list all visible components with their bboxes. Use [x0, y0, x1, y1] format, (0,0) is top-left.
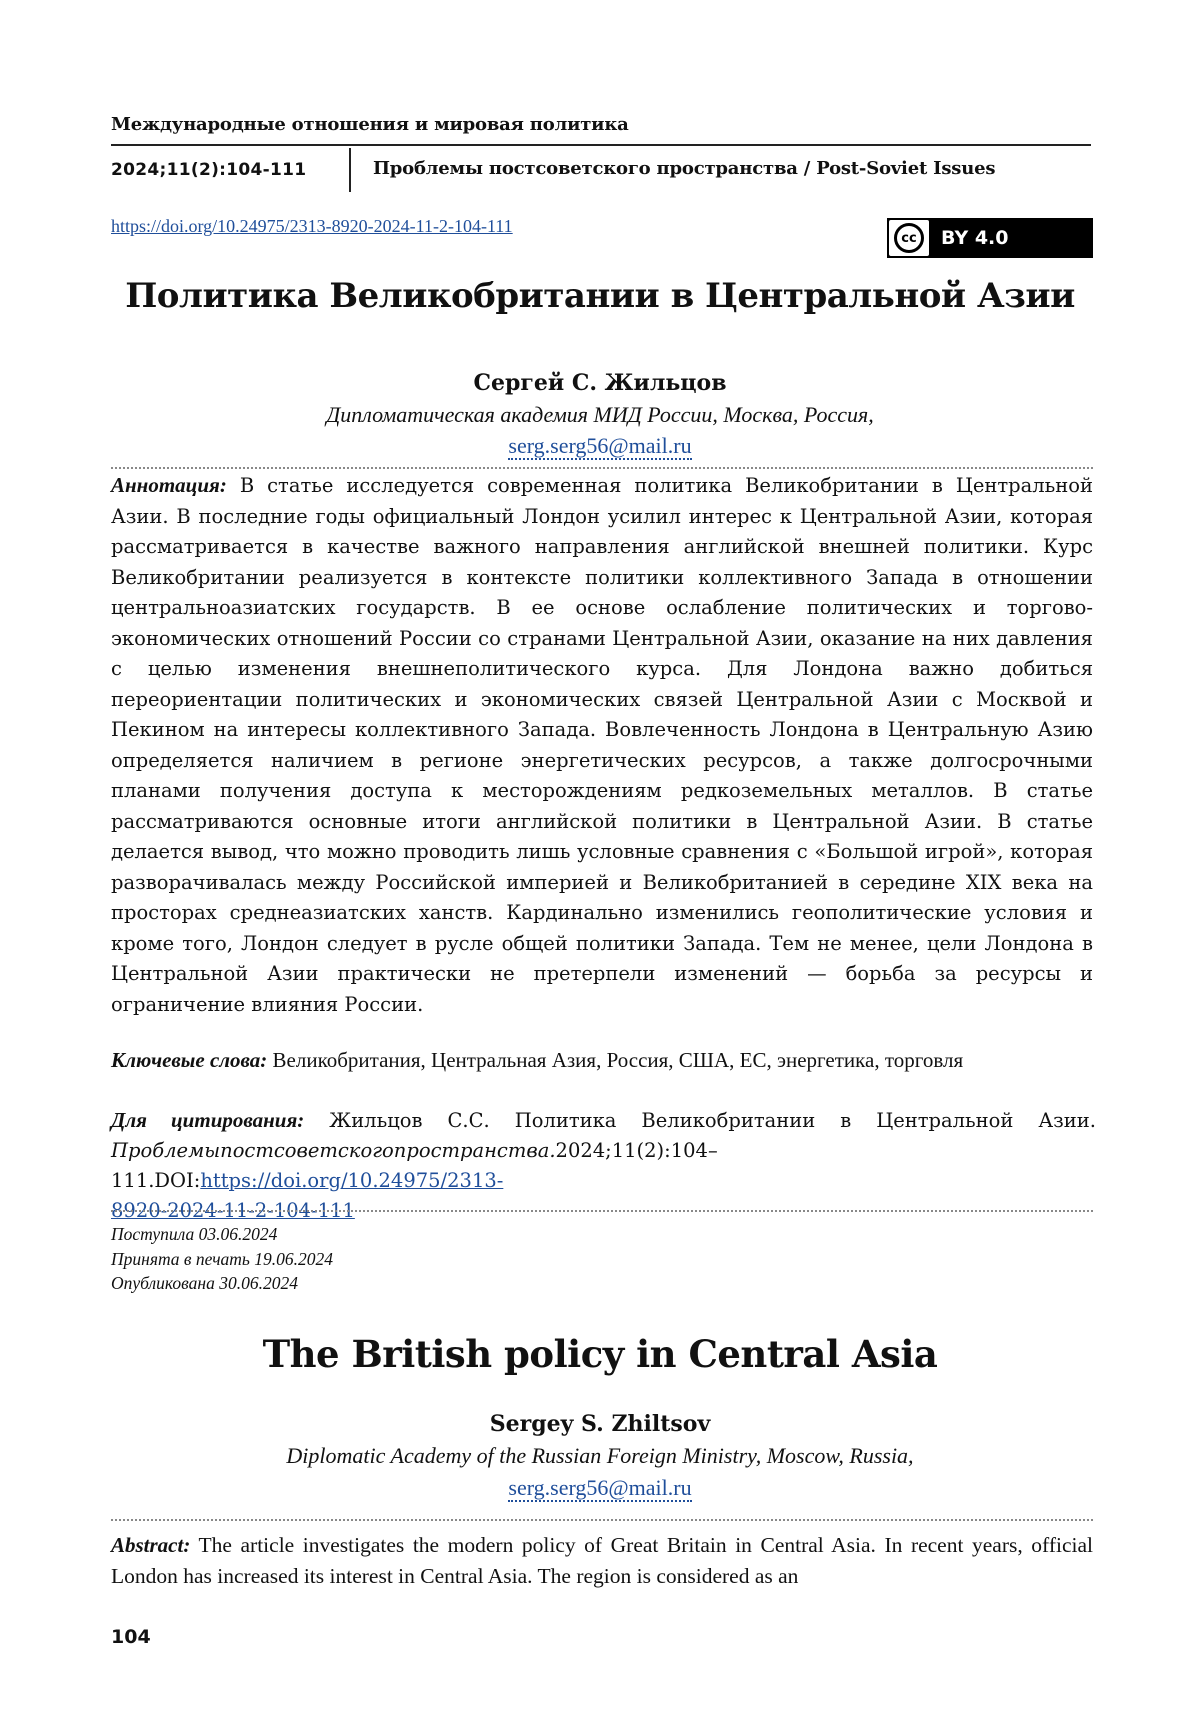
keywords — [111, 1048, 1093, 1073]
doi-link[interactable]: https://doi.org/10.24975/2313-8920-2024-11-2-104-111 — [111, 216, 513, 237]
published-date: Опубликована 30.06.2024 — [111, 1271, 333, 1296]
email-link[interactable]: serg.serg56@mail.ru — [508, 433, 691, 460]
dotted-divider — [111, 1519, 1093, 1521]
keywords-text: Великобритания, Центральная Азия, Россия, США, ЕС, энергетика, торговля — [273, 1048, 964, 1072]
publication-dates — [111, 1222, 333, 1296]
citation-text: Жильцов С.С. Политика Великобритании в Центральной Азии. — [329, 1109, 1096, 1132]
header-rule — [111, 144, 1091, 146]
citation-journal: Проблемыпостсоветскогопространства. — [111, 1139, 556, 1162]
page-number: 104 — [111, 1626, 151, 1648]
abstract-en — [111, 1530, 1093, 1592]
citation-doi-link-cont[interactable]: 8920-2024-11-2-104-111 — [111, 1199, 355, 1222]
article-title-en: The British policy in Central Asia — [0, 1332, 1200, 1376]
email-link[interactable]: serg.serg56@mail.ru — [508, 1475, 691, 1502]
abstract-text-en: The article investigates the modern policy of Great Britain in Central Asia. In recent years, official London has increased its interest in Central Asia. The region is considered as an — [111, 1533, 1093, 1588]
affiliation-ru: Дипломатическая академия МИД России, Москва, Россия, — [0, 402, 1200, 428]
article-title-ru: Политика Великобритании в Центральной Азии — [0, 276, 1200, 316]
dotted-divider — [111, 467, 1093, 469]
section-title: Международные отношения и мировая политика — [111, 114, 629, 135]
abstract-text: В статье исследуется современная политика Великобритании в Центральной Азии. В последние годы официальный Лондон усилил интерес к Центральной Азии, которая рассматривается в качестве важного направления английской внешней политики. Курс Великобритании реализуется в контексте политики коллективного Запада в отношении центральноазиатских государств. В ее основе ослабление политических и торгово-экономических отношений России со странами Центральной Азии, оказание на них давления с целью изменения внешнеполитического курса. Для Лондона важно добиться переориентации политических и экономических связей Центральной Азии с Москвой и Пекином на интересы коллективного Запада. Вовлеченность Лондона в Центральную Азию определяется наличием в регионе энергетических ресурсов, а также долгосрочными планами получения доступа к месторождениям редкоземельных металлов. В статье рассматриваются основные итоги английской политики в Центральной Азии. В статье делается вывод, что можно проводить лишь условные сравнения с «Большой игрой», которая разворачивалась между Российской империей и Великобританией в середине XIX века на просторах среднеазиатских ханств. Кардинально изменились геополитические условия и кроме того, Лондон следует в русле общей политики Запада. Тем не менее, цели Лондона в Центральной Азии практически не претерпели изменений — борьба за ресурсы и ограничение влияния России. — [111, 474, 1093, 1016]
issue-info: 2024;11(2):104-111 — [111, 160, 306, 180]
citation-doi-link[interactable]: https://doi.org/10.24975/2313- — [200, 1169, 503, 1192]
abstract-label: Аннотация: — [111, 473, 227, 497]
received-date: Поступила 03.06.2024 — [111, 1222, 333, 1247]
keywords-label: Ключевые слова: — [111, 1048, 267, 1072]
author-name-en: Sergey S. Zhiltsov — [0, 1411, 1200, 1437]
abstract-ru — [111, 470, 1093, 1020]
dotted-divider — [111, 1210, 1093, 1212]
license-text: BY 4.0 — [941, 227, 1008, 249]
author-email-en[interactable] — [0, 1475, 1200, 1501]
accepted-date: Принята в печать 19.06.2024 — [111, 1247, 333, 1272]
header-divider — [349, 148, 351, 192]
creative-commons-icon — [889, 220, 929, 256]
affiliation-en: Diplomatic Academy of the Russian Foreign Ministry, Moscow, Russia, — [0, 1443, 1200, 1469]
citation-label: Для цитирования: — [111, 1108, 304, 1132]
citation-tail: 2024;11(2):104–111.DOI: — [111, 1139, 718, 1192]
cc-license-badge[interactable] — [887, 218, 1093, 258]
cc-icon-text: cc — [894, 223, 924, 253]
journal-name: Проблемы постсоветского пространства / Post-Soviet Issues — [373, 158, 995, 179]
author-name-ru: Сергей С. Жильцов — [0, 370, 1200, 396]
citation — [111, 1105, 1096, 1226]
abstract-label-en: Abstract: — [111, 1533, 190, 1557]
author-email-ru[interactable] — [0, 433, 1200, 459]
